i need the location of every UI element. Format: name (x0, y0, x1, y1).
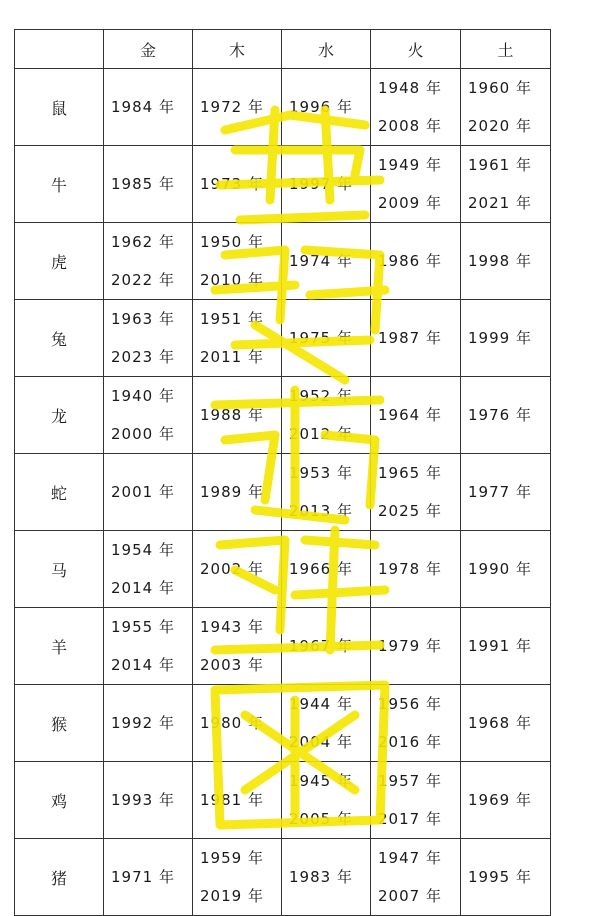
year-cell (371, 839, 461, 916)
header-row (15, 30, 551, 69)
year-cell (371, 762, 461, 839)
year-value: 1954 年 (111, 541, 175, 559)
year-cell (104, 531, 193, 608)
year-cell (104, 839, 193, 916)
year-cell (282, 300, 371, 377)
year-cell (282, 685, 371, 762)
table-body (15, 69, 551, 916)
year-cell (104, 762, 193, 839)
year-cell (282, 377, 371, 454)
year-value: 1979 年 (378, 637, 442, 655)
year-value: 2002 年 (200, 560, 264, 578)
zodiac-animal: 马 (15, 531, 104, 608)
year-value: 2007 年 (378, 887, 442, 905)
year-value: 2014 年 (111, 579, 175, 597)
year-value: 1978 年 (378, 560, 442, 578)
year-value: 2004 年 (289, 733, 353, 751)
year-cell (461, 69, 551, 146)
year-cell (104, 608, 193, 685)
year-value: 1995 年 (468, 868, 532, 886)
year-value: 1940 年 (111, 387, 175, 405)
year-cell (282, 69, 371, 146)
year-cell (193, 223, 282, 300)
year-cell (371, 454, 461, 531)
year-value: 1976 年 (468, 406, 532, 424)
header-element: 木 (193, 30, 282, 69)
year-cell (371, 685, 461, 762)
year-cell (193, 454, 282, 531)
zodiac-element-table (14, 29, 551, 916)
year-cell (193, 531, 282, 608)
year-value: 1952 年 (289, 387, 353, 405)
year-value: 1961 年 (468, 156, 532, 174)
year-value: 1996 年 (289, 98, 353, 116)
year-value: 2001 年 (111, 483, 175, 501)
year-value: 2013 年 (289, 502, 353, 520)
year-cell (193, 839, 282, 916)
year-cell (104, 454, 193, 531)
year-value: 1947 年 (378, 849, 442, 867)
year-value: 1992 年 (111, 714, 175, 732)
year-value: 2012 年 (289, 425, 353, 443)
year-cell (282, 762, 371, 839)
zodiac-animal: 龙 (15, 377, 104, 454)
year-cell (193, 69, 282, 146)
year-value: 1971 年 (111, 868, 175, 886)
year-cell (371, 300, 461, 377)
year-cell (193, 762, 282, 839)
year-value: 2019 年 (200, 887, 264, 905)
zodiac-animal: 鸡 (15, 762, 104, 839)
year-value: 1963 年 (111, 310, 175, 328)
year-cell (461, 223, 551, 300)
year-value: 2022 年 (111, 271, 175, 289)
year-value: 1980 年 (200, 714, 264, 732)
year-value: 2005 年 (289, 810, 353, 828)
zodiac-animal: 鼠 (15, 69, 104, 146)
year-value: 1981 年 (200, 791, 264, 809)
year-cell (193, 685, 282, 762)
year-value: 1972 年 (200, 98, 264, 116)
year-cell (193, 608, 282, 685)
table-row (15, 377, 551, 454)
year-cell (282, 608, 371, 685)
year-cell (461, 146, 551, 223)
year-value: 1999 年 (468, 329, 532, 347)
year-value: 2020 年 (468, 117, 532, 135)
year-value: 2025 年 (378, 502, 442, 520)
year-cell (461, 839, 551, 916)
table-row (15, 454, 551, 531)
table-row (15, 300, 551, 377)
year-value: 1950 年 (200, 233, 264, 251)
year-value: 1948 年 (378, 79, 442, 97)
year-cell (461, 531, 551, 608)
year-value: 1960 年 (468, 79, 532, 97)
year-value: 1998 年 (468, 252, 532, 270)
year-value: 1990 年 (468, 560, 532, 578)
zodiac-animal: 牛 (15, 146, 104, 223)
header-element: 土 (461, 30, 551, 69)
zodiac-animal: 猪 (15, 839, 104, 916)
year-value: 1956 年 (378, 695, 442, 713)
year-value: 1989 年 (200, 483, 264, 501)
year-value: 1951 年 (200, 310, 264, 328)
year-value: 1968 年 (468, 714, 532, 732)
year-cell (282, 839, 371, 916)
table-row (15, 762, 551, 839)
year-value: 2014 年 (111, 656, 175, 674)
year-cell (461, 377, 551, 454)
year-cell (461, 300, 551, 377)
year-value: 1985 年 (111, 175, 175, 193)
year-value: 1964 年 (378, 406, 442, 424)
year-value: 1987 年 (378, 329, 442, 347)
year-value: 2016 年 (378, 733, 442, 751)
year-value: 1977 年 (468, 483, 532, 501)
year-cell (193, 300, 282, 377)
table-row (15, 839, 551, 916)
year-value: 1959 年 (200, 849, 264, 867)
year-value: 1955 年 (111, 618, 175, 636)
table-row (15, 146, 551, 223)
year-value: 1997 年 (289, 175, 353, 193)
year-value: 1944 年 (289, 695, 353, 713)
zodiac-animal: 虎 (15, 223, 104, 300)
year-value: 2003 年 (200, 656, 264, 674)
year-cell (371, 69, 461, 146)
year-value: 2011 年 (200, 348, 264, 366)
year-cell (371, 531, 461, 608)
header-element: 水 (282, 30, 371, 69)
zodiac-animal: 羊 (15, 608, 104, 685)
table-row (15, 685, 551, 762)
year-cell (193, 146, 282, 223)
year-cell (282, 454, 371, 531)
year-cell (104, 146, 193, 223)
year-value: 1945 年 (289, 772, 353, 790)
table-header (15, 30, 551, 69)
year-cell (461, 762, 551, 839)
table-row (15, 69, 551, 146)
table-row (15, 608, 551, 685)
year-cell (371, 146, 461, 223)
zodiac-animal: 蛇 (15, 454, 104, 531)
year-value: 1988 年 (200, 406, 264, 424)
year-value: 1965 年 (378, 464, 442, 482)
year-value: 1983 年 (289, 868, 353, 886)
header-element: 火 (371, 30, 461, 69)
year-value: 1967 年 (289, 637, 353, 655)
year-value: 1953 年 (289, 464, 353, 482)
year-value: 1991 年 (468, 637, 532, 655)
year-cell (104, 685, 193, 762)
year-cell (461, 685, 551, 762)
year-cell (282, 146, 371, 223)
year-value: 2000 年 (111, 425, 175, 443)
year-cell (104, 377, 193, 454)
year-cell (104, 69, 193, 146)
year-value: 1984 年 (111, 98, 175, 116)
year-cell (104, 300, 193, 377)
year-cell (371, 608, 461, 685)
year-cell (461, 454, 551, 531)
year-value: 1966 年 (289, 560, 353, 578)
year-value: 1969 年 (468, 791, 532, 809)
year-value: 1957 年 (378, 772, 442, 790)
year-value: 2010 年 (200, 271, 264, 289)
year-value: 2017 年 (378, 810, 442, 828)
year-value: 1943 年 (200, 618, 264, 636)
year-value: 2023 年 (111, 348, 175, 366)
year-cell (461, 608, 551, 685)
year-cell (193, 377, 282, 454)
year-value: 2021 年 (468, 194, 532, 212)
year-value: 1973 年 (200, 175, 264, 193)
year-value: 1993 年 (111, 791, 175, 809)
table-row (15, 531, 551, 608)
year-value: 1962 年 (111, 233, 175, 251)
year-cell (371, 223, 461, 300)
table-row (15, 223, 551, 300)
year-value: 2008 年 (378, 117, 442, 135)
header-element: 金 (104, 30, 193, 69)
zodiac-animal: 猴 (15, 685, 104, 762)
year-value: 1974 年 (289, 252, 353, 270)
year-value: 1949 年 (378, 156, 442, 174)
zodiac-animal: 兔 (15, 300, 104, 377)
year-cell (282, 223, 371, 300)
year-cell (282, 531, 371, 608)
year-cell (104, 223, 193, 300)
year-value: 1986 年 (378, 252, 442, 270)
year-cell (371, 377, 461, 454)
year-value: 2009 年 (378, 194, 442, 212)
year-value: 1975 年 (289, 329, 353, 347)
header-corner (15, 30, 104, 69)
